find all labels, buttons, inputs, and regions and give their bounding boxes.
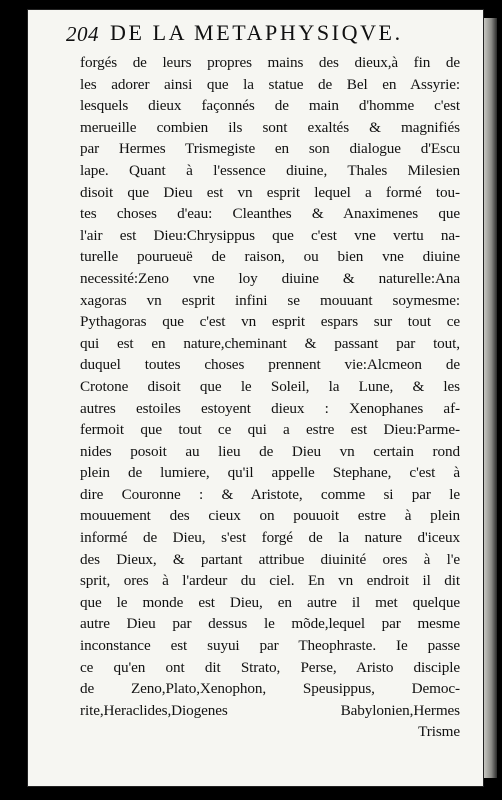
text-line: ce qu'en ont dit Strato, Perse, Aristo disciple (80, 658, 460, 676)
text-line: lesquels dieux façonnés de main d'homme c'est (80, 97, 460, 115)
text-line: xagoras vn esprit infini se mouuant soymesme: (80, 291, 460, 309)
text-line: dire Couronne : & Aristote, comme si par le (80, 485, 460, 503)
text-line: plein de lumiere, qu'il appelle Stephane, c'est à (80, 464, 460, 482)
text-line: turelle pourueuë de raison, ou bien vne diuine (80, 248, 460, 266)
text-line: autres estoiles estoyent dieux : Xenophanes af- (80, 399, 460, 417)
text-line: tes choses d'eau: Cleanthes & Anaximenes que (80, 205, 460, 223)
page-edge-shadow (483, 18, 497, 778)
text-line: de Zeno,Plato,Xenophon, Speusippus, Democ- (80, 680, 460, 698)
text-line: nides posoit au lieu de Dieu vn certain rond (80, 442, 460, 460)
text-line: les adorer ainsi que la statue de Bel en Assyrie: (80, 75, 460, 93)
text-line: Pythagoras que c'est vn esprit espars sur tout ce (80, 313, 460, 331)
text-line: fermoit que tout ce qui a estre est Dieu:Parme- (80, 421, 460, 439)
page-number: 204 (66, 22, 99, 46)
running-head: DE LA METAPHYSIQVE. (110, 20, 403, 45)
text-line: l'air est Dieu:Chrysippus que c'est vne vertu na- (80, 226, 460, 244)
page-header (66, 20, 466, 50)
text-line: mouuement des cieux on pouuoit estre à plein (80, 507, 460, 525)
text-line: qui est en nature,cheminant & passant par tout, (80, 334, 460, 352)
text-line: lape. Quant à l'essence diuine, Thales Milesien (80, 161, 460, 179)
text-line: par Hermes Trismegiste en son dialogue d'Escu (80, 140, 460, 158)
text-line: autre Dieu par dessus le mõde,lequel par mesme (80, 615, 460, 633)
text-line: duquel toutes choses prennent vie:Alcmeon de (80, 356, 460, 374)
body-text (80, 52, 460, 743)
text-line: rite,Heraclides,Diogenes Babylonien,Hermes (80, 701, 460, 719)
text-line: disoit que Dieu est vn esprit lequel a formé tou- (80, 183, 460, 201)
text-line: inconstance est suyui par Theophraste. Ie passe (80, 637, 460, 655)
text-line: informé de Dieu, s'est forgé de la nature d'iceux (80, 529, 460, 547)
text-line: que le monde est Dieu, en autre il met quelque (80, 593, 460, 611)
text-line: Crotone disoit que le Soleil, la Lune, & les (80, 377, 460, 395)
catchword: Trisme (418, 723, 460, 741)
text-line: forgés de leurs propres mains des dieux,à fin de (80, 54, 460, 71)
text-line: sprit, ores à l'ardeur du ciel. En vn endroit il dit (80, 572, 460, 590)
text-line: necessité:Zeno vne loy diuine & naturelle:Ana (80, 269, 460, 287)
text-line: merueille combien ils sont exaltés & magnifiés (80, 118, 460, 136)
text-line: des Dieux, & partant attribue diuinité ores à l'e (80, 550, 460, 568)
